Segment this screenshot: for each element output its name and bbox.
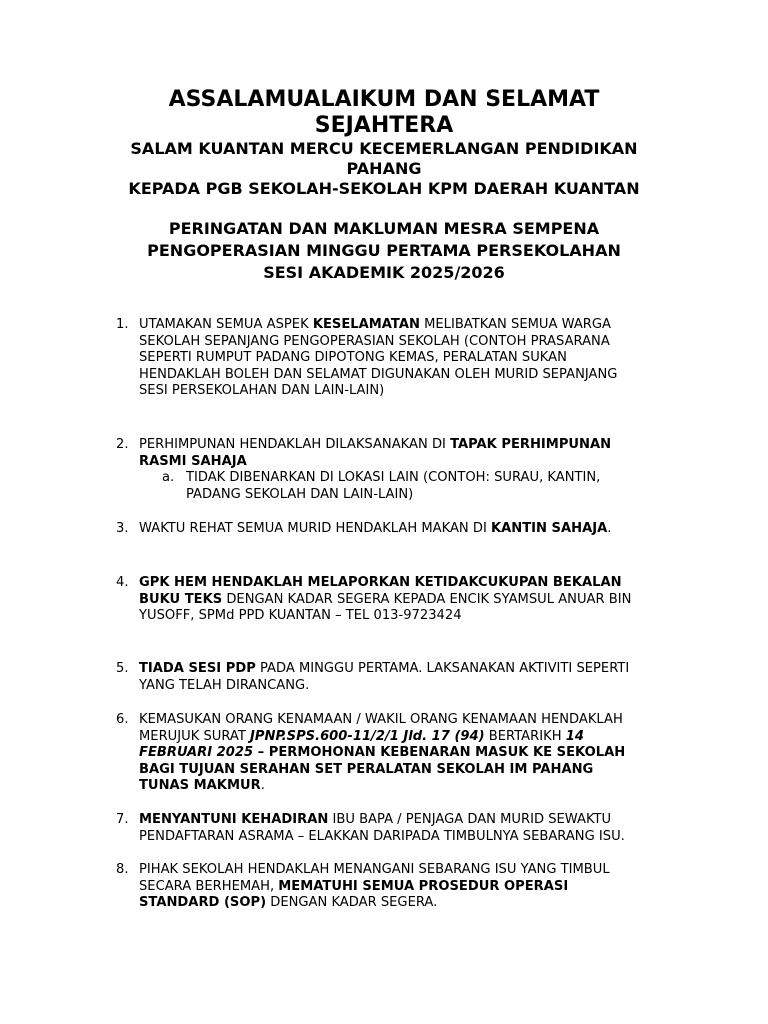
- list-item-number: 8.: [116, 862, 129, 877]
- text-line: HENDAKLAH BOLEH DAN SELAMAT DIGUNAKAN OLEH MURID SEPANJANG: [139, 366, 618, 382]
- text-segment: SECARA BERHEMAH,: [139, 878, 279, 894]
- heading-line-3: SESI AKADEMIK 2025/2026: [263, 263, 505, 282]
- text-bold: GPK HEM HENDAKLAH MELAPORKAN KETIDAKCUKUPAN BEKALAN: [139, 575, 622, 590]
- list-item-number: 3.: [116, 521, 129, 536]
- list-item-number: 6.: [116, 712, 129, 727]
- page-title: [110, 87, 658, 139]
- text-line: PIHAK SEKOLAH HENDAKLAH MENANGANI SEBARANG ISU YANG TIMBUL: [139, 862, 610, 877]
- text-line: SESI PERSEKOLAHAN DAN LAIN-LAIN): [139, 383, 385, 399]
- list-item-number: 7.: [116, 812, 129, 827]
- text-bold: BAGI TUJUAN SERAHAN SET PERALATAN SEKOLAH IM PAHANG: [139, 761, 594, 777]
- list-item-text: [139, 661, 679, 694]
- subtitle-line-2: PAHANG: [346, 159, 422, 178]
- text-segment: PADA MINGGU PERTAMA. LAKSANAKAN AKTIVITI SEPERTI: [255, 661, 630, 676]
- subtitle-line-3: KEPADA PGB SEKOLAH-SEKOLAH KPM DAERAH KUANTAN: [128, 179, 640, 198]
- text-segment: MERUJUK SURAT: [139, 728, 251, 744]
- text-bold: TUNAS MAKMUR: [139, 778, 261, 794]
- list-item-text: [139, 437, 679, 470]
- text-segment: IBU BAPA / PENJAGA DAN MURID SEWAKTU: [328, 812, 612, 827]
- text-bold: STANDARD (SOP): [139, 895, 267, 911]
- text-line: PENDAFTARAN ASRAMA – ELAKKAN DARIPADA TIMBULNYA SEBARANG ISU.: [139, 828, 625, 844]
- text-line: SEPERTI RUMPUT PADANG DIPOTONG KEMAS, PERALATAN SUKAN: [139, 350, 567, 366]
- list-item-text: [139, 812, 679, 845]
- text-segment: MELIBATKAN SEMUA WARGA: [419, 317, 611, 332]
- text-segment: UTAMAKAN SEMUA ASPEK: [139, 317, 313, 332]
- text-bold: – PERMOHONAN KEBENARAN MASUK KE SEKOLAH: [253, 745, 626, 761]
- list-item-text: [139, 575, 679, 625]
- text-bold: TIADA SESI PDP: [139, 661, 256, 676]
- text-line: SEKOLAH SEPANJANG PENGOPERASIAN SEKOLAH (CONTOH PRASARANA: [139, 333, 610, 349]
- title-line-1: ASSALAMUALAIKUM DAN SELAMAT: [168, 87, 600, 112]
- heading-line-1: PERINGATAN DAN MAKLUMAN MESRA SEMPENA: [168, 219, 600, 238]
- text-line: YANG TELAH DIRANCANG.: [139, 677, 310, 693]
- text-bold: MENYANTUNI KEHADIRAN: [139, 812, 329, 827]
- text-bold-italic: 14: [565, 728, 584, 744]
- text-segment: .: [607, 521, 612, 536]
- sub-list-item-letter: a.: [162, 470, 175, 485]
- text-bold: BUKU TEKS: [139, 591, 223, 607]
- list-item-text: [139, 521, 679, 538]
- text-bold: KANTIN SAHAJA: [491, 521, 608, 536]
- text-line: TIDAK DIBENARKAN DI LOKASI LAIN (CONTOH: SURAU, KANTIN,: [186, 470, 601, 485]
- text-bold-italic: JPNP.SPS.600-11/2/1 Jld. 17 (94): [250, 728, 485, 744]
- text-segment: .: [260, 778, 265, 794]
- heading-line-2: PENGOPERASIAN MINGGU PERTAMA PERSEKOLAHAN: [147, 241, 621, 260]
- text-bold: MEMATUHI SEMUA PROSEDUR OPERASI: [278, 878, 569, 894]
- subtitle-line-1: SALAM KUANTAN MERCU KECEMERLANGAN PENDIDIKAN: [130, 139, 638, 158]
- text-bold-italic: FEBRUARI 2025: [139, 745, 254, 761]
- text-line: PADANG SEKOLAH DAN LAIN-LAIN): [186, 486, 414, 502]
- list-item-number: 1.: [116, 317, 129, 332]
- text-segment: DENGAN KADAR SEGERA KEPADA ENCIK SYAMSUL ANUAR BIN: [222, 591, 632, 607]
- text-segment: DENGAN KADAR SEGERA.: [266, 895, 438, 911]
- text-line: KEMASUKAN ORANG KENAMAAN / WAKIL ORANG KENAMAAN HENDAKLAH: [139, 712, 623, 727]
- list-item-number: 4.: [116, 575, 129, 590]
- page-subtitle: [80, 139, 688, 199]
- text-segment: PERHIMPUNAN HENDAKLAH DILAKSANAKAN DI: [139, 437, 451, 452]
- text-bold: TAPAK PERHIMPUNAN: [450, 437, 612, 452]
- list-item-number: 5.: [116, 661, 129, 676]
- sub-list-item-text: [186, 470, 656, 503]
- list-item-text: [139, 712, 679, 795]
- text-segment: BERTARIKH: [484, 728, 566, 744]
- list-item-number: 2.: [116, 437, 129, 452]
- list-item-text: [139, 317, 679, 400]
- list-item-text: [139, 862, 679, 912]
- text-line: YUSOFF, SPMd PPD KUANTAN – TEL 013-9723424: [139, 608, 462, 624]
- text-segment: WAKTU REHAT SEMUA MURID HENDAKLAH MAKAN DI: [139, 521, 491, 536]
- text-bold: RASMI SAHAJA: [139, 453, 247, 469]
- text-bold: KESELAMATAN: [312, 317, 420, 332]
- title-line-2: SEJAHTERA: [314, 113, 454, 138]
- notice-heading: [90, 218, 678, 284]
